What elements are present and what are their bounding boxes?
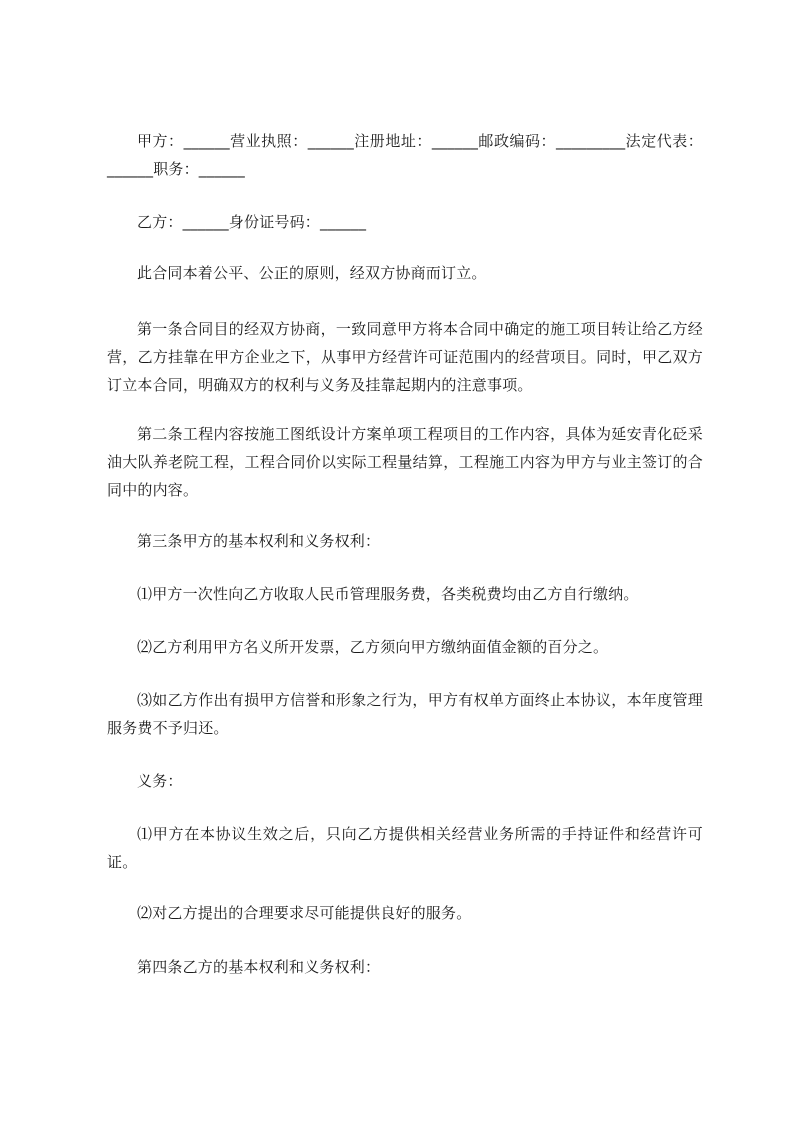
party-a-line: 甲方：______营业执照：______注册地址：______邮政编码：_________法定代表：______职务：______ — [107, 132, 703, 178]
duty-item-2: ⑵对乙方提出的合理要求尽可能提供良好的服务。 — [137, 904, 472, 922]
article-1-paragraph: 第一条合同目的经双方协商，一致同意甲方将本合同中确定的施工项目转让给乙方经营，乙方挂靠在甲方企业之下，从事甲方经营许可证范围内的经营项目。同时，甲乙双方订立本合同，明确双方的权利与义务及挂靠起期内的注意事项。 — [107, 320, 703, 394]
party-b-line: 乙方：______身份证号码：______ — [137, 213, 367, 231]
article-3-heading: 第三条甲方的基本权利和义务权利： — [137, 532, 381, 550]
article-3-item-2: ⑵乙方利用甲方名义所开发票，乙方须向甲方缴纳面值金额的百分之。 — [137, 638, 609, 656]
article-3-item-3: ⑶如乙方作出有损甲方信誉和形象之行为，甲方有权单方面终止本协议，本年度管理服务费不予归还。 — [107, 691, 703, 737]
duty-item-1: ⑴甲方在本协议生效之后，只向乙方提供相关经营业务所需的手持证件和经营许可证。 — [107, 825, 703, 871]
article-3-item-1: ⑴甲方一次性向乙方收取人民币管理服务费，各类税费均由乙方自行缴纳。 — [137, 585, 639, 603]
preamble-paragraph: 此合同本着公平、公正的原则，经双方协商而订立。 — [137, 264, 487, 282]
article-4-heading: 第四条乙方的基本权利和义务权利： — [137, 958, 381, 976]
duties-heading: 义务： — [137, 772, 183, 790]
article-2-paragraph: 第二条工程内容按施工图纸设计方案单项工程项目的工作内容，具体为延安青化砭采油大队养老院工程，工程合同价以实际工程量结算，工程施工内容为甲方与业主签订的合同中的内容。 — [107, 425, 703, 499]
